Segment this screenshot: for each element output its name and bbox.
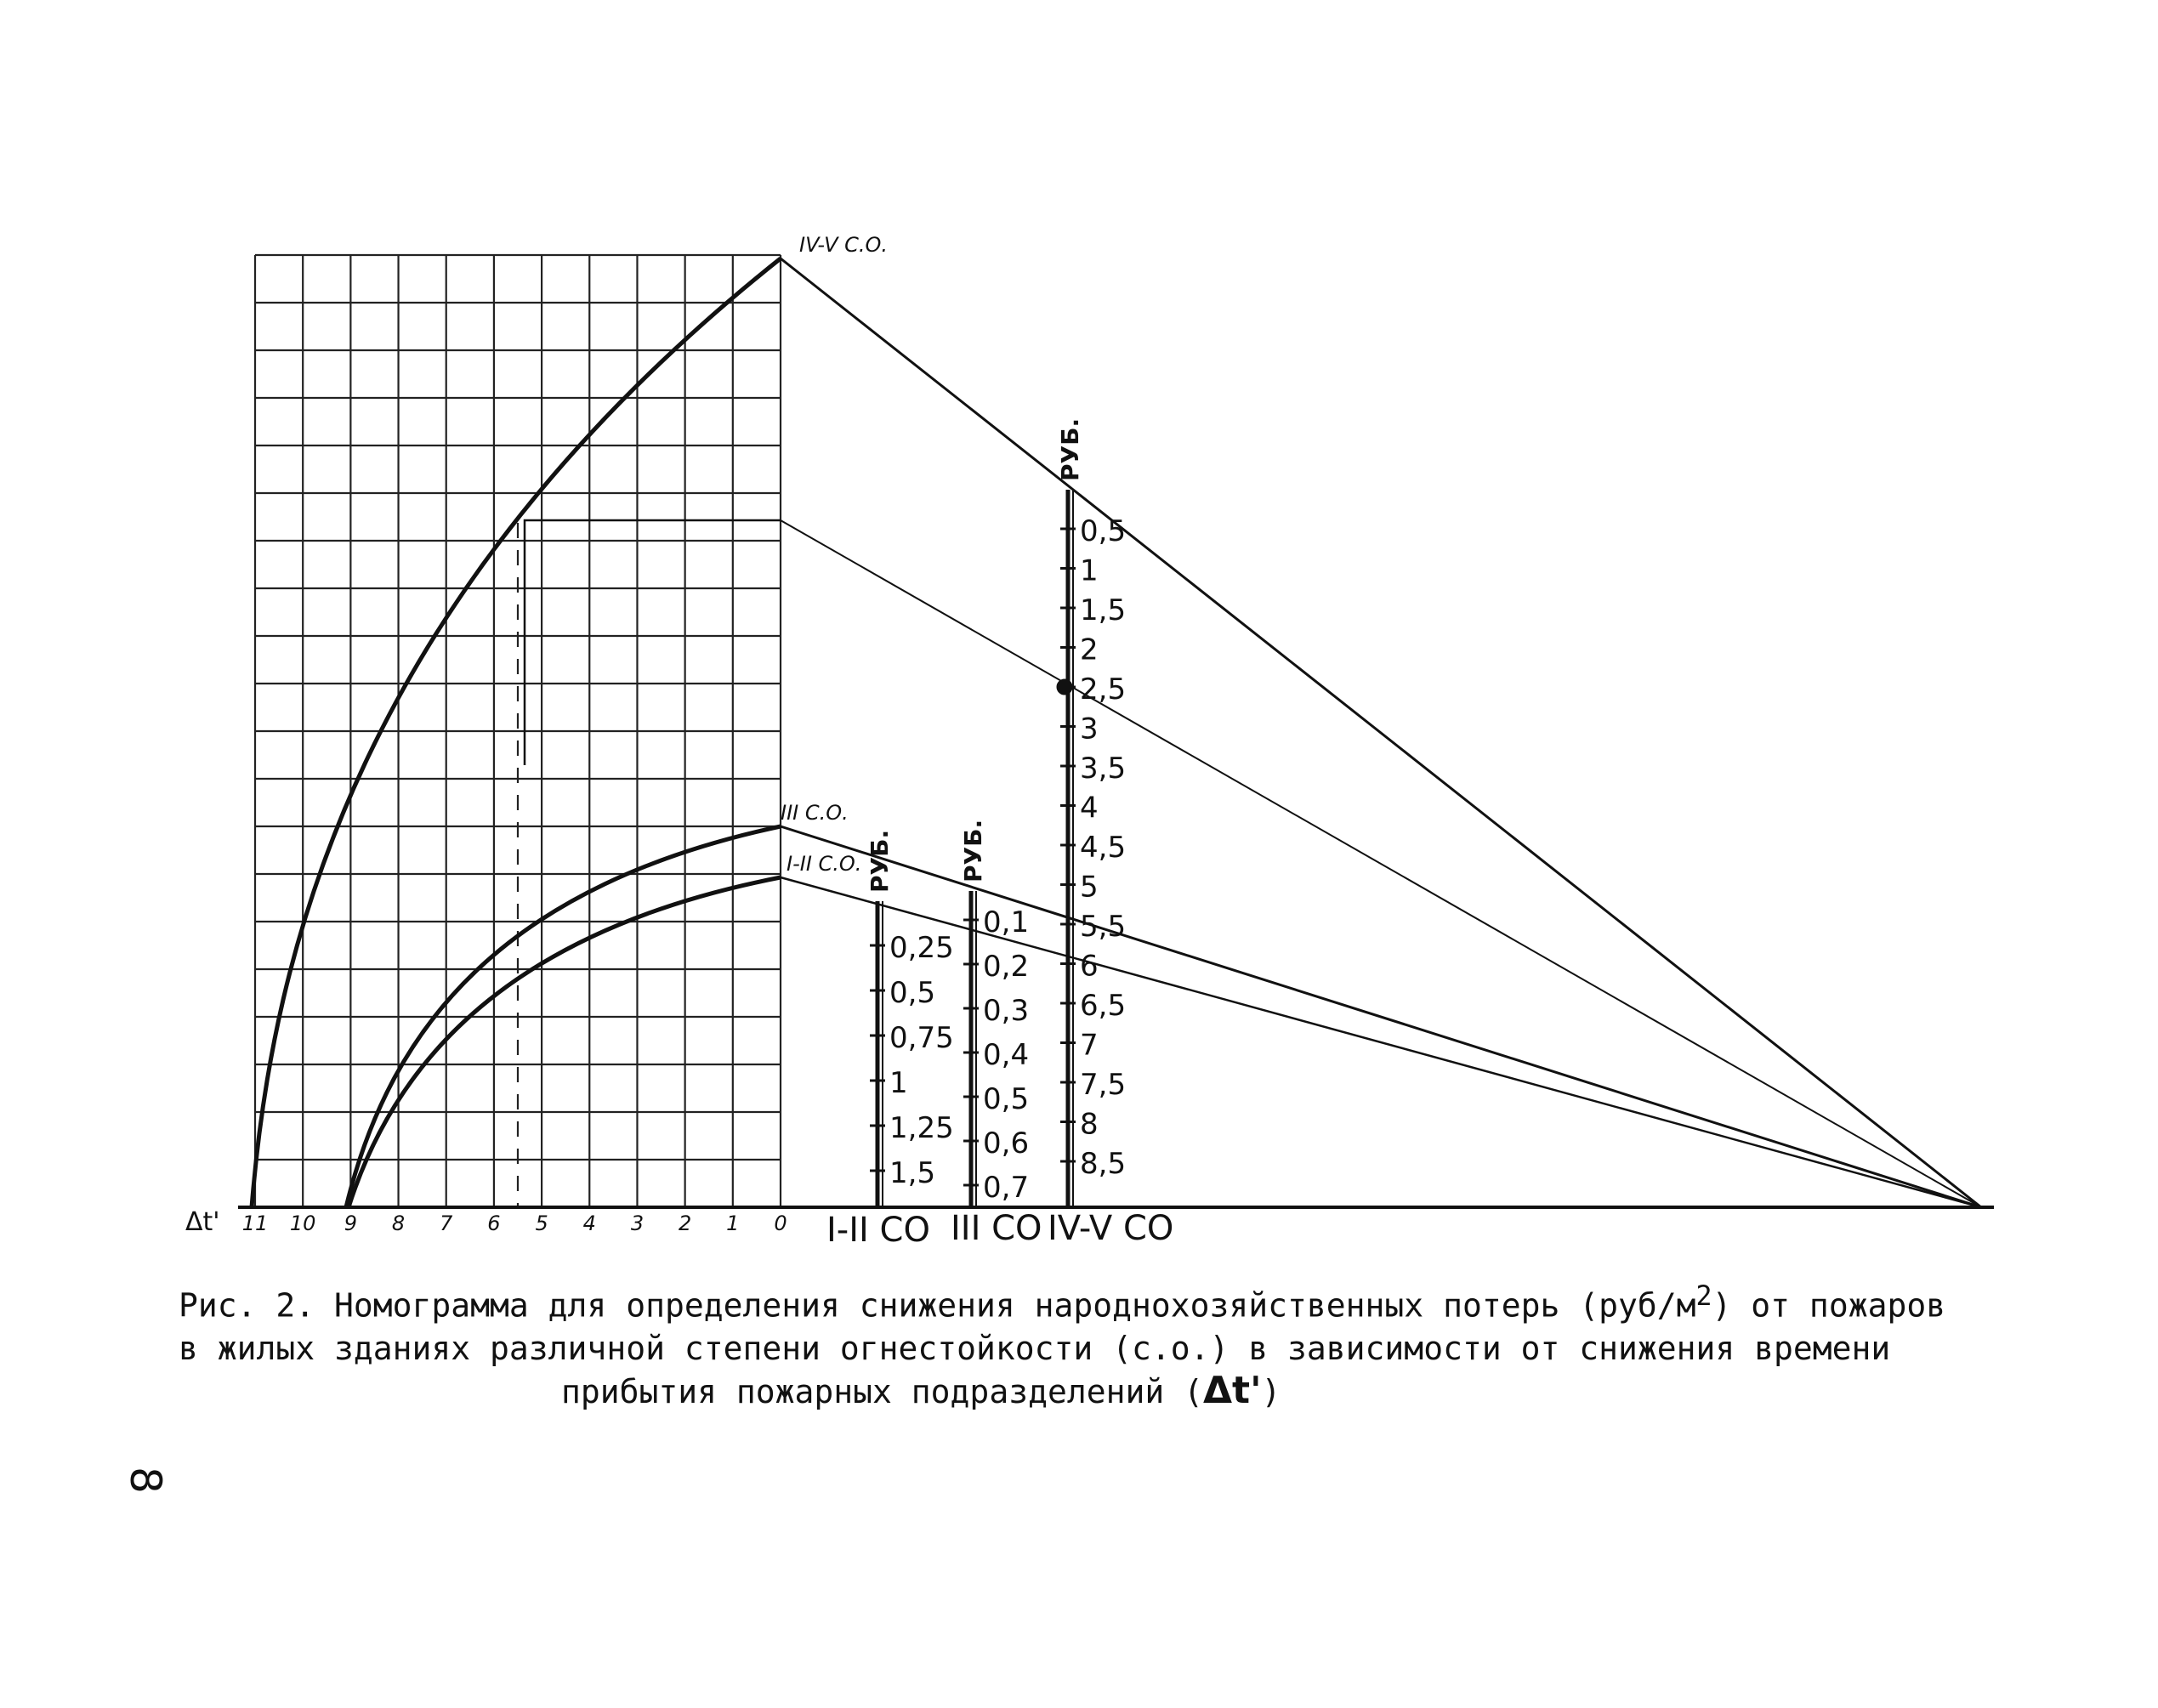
scale-iv_v-tick-label: 6,5 [1080,989,1127,1023]
grid [255,255,781,1207]
value-scales [866,418,1126,1207]
caption-line-3 [179,1370,2007,1413]
scale-iii-tick-label: 0,6 [983,1126,1030,1160]
axis-tick-label: 10 [289,1211,316,1235]
axis-tick-label: 9 [344,1211,358,1235]
example-reading-path [525,520,781,765]
axis-tick-label: 4 [582,1211,596,1235]
curve-i-ii [349,877,781,1207]
delta-t-symbol: Δt' [1202,1368,1262,1412]
scale-i_ii-tick-label: 1,25 [889,1111,954,1145]
scale-iv_v-unit: РУБ. [1056,417,1084,481]
scale-iv_v-tick-label: 2,5 [1080,672,1127,706]
scale-iv_v-tick-label: 2 [1080,633,1099,667]
scale-iv_v-tick-label: 5,5 [1080,910,1127,944]
axis-tick-label: 1 [726,1211,740,1235]
caption-line-3-text: прибытия пожарных подразделений ( [561,1372,1203,1410]
caption-line-3-end: ) [1261,1372,1281,1410]
ray-iv-v [781,258,1981,1207]
axis-tick-label: 8 [391,1211,406,1235]
curve-label-iii: III С.О. [781,801,849,825]
scale-iii-tick-label: 0,4 [983,1038,1030,1072]
scale-iii-tick-label: 0,3 [983,994,1030,1028]
curve-label-iv-v: IV-V С.О. [799,233,889,257]
scale-iv_v-tick-label: 4 [1080,791,1099,826]
scale-iii-tick-label: 0,7 [983,1171,1030,1205]
caption-line-1 [179,1275,2007,1327]
figure-caption [179,1275,2007,1413]
axis-tick-label: 3 [630,1211,645,1235]
scale-iv_v-tick-label: 0,5 [1080,514,1127,548]
scale-iii [959,820,1029,1207]
axis-tick-label: 7 [440,1211,453,1235]
scale-iii-unit: РУБ. [959,819,987,882]
scale-iii-tick-label: 0,1 [983,905,1030,939]
scale-iv_v-tick-label: 3,5 [1080,752,1127,786]
ray-i-ii [781,877,1981,1207]
axis-tick-label: 0 [774,1211,787,1235]
scale-i_ii-tick-label: 0,75 [889,1021,954,1055]
scale-footer-iv-v: IV-V СО [1048,1209,1174,1248]
scale-i_ii-tick-label: 1 [889,1066,908,1100]
caption-line-1-end: ) от пожаров [1712,1286,1946,1325]
caption-line-1-text: Рис. 2. Номограмма для определения снижения народнохозяйственных потерь (руб/м [179,1286,1696,1325]
axis-tick-label: 2 [678,1211,692,1235]
scale-iv_v-tick-label: 4,5 [1080,831,1127,865]
curve-label-i-ii: I-II С.О. [787,852,862,876]
scale-iv_v-tick-label: 1,5 [1080,593,1127,627]
scale-footer-iii: III СО [951,1209,1042,1248]
axis-tick-label: 11 [241,1211,269,1235]
scale-i_ii-tick-label: 1,5 [889,1156,936,1190]
scale-iv_v-tick-label: 3 [1080,712,1099,746]
axis-tick-label: 6 [487,1211,501,1235]
scale-iv_v-tick-label: 7 [1080,1028,1099,1063]
page-number: 8 [120,1467,170,1494]
delta-t-axis-label: Δt' [185,1207,220,1237]
ray-iii [781,826,1981,1207]
scale-footer-i-ii: I-II СО [826,1211,930,1250]
scale-iv_v-tick-label: 6 [1080,949,1099,984]
scale-i_ii-tick-label: 0,25 [889,931,954,965]
caption-line-2: в жилых зданиях различной степени огнестойкости (с.о.) в зависимости от снижения времени [179,1329,1891,1367]
scale-i_ii [866,830,954,1207]
scale-iv_v-tick-label: 8,5 [1080,1147,1127,1181]
scale-iii-tick-label: 0,2 [983,950,1030,984]
axis-tick-label: 5 [535,1211,548,1235]
caption-superscript: 2 [1695,1281,1712,1312]
scale-iv_v-tick-label: 1 [1080,553,1099,588]
scale-iv_v-tick-label: 8 [1080,1107,1099,1142]
scale-iii-tick-label: 0,5 [983,1082,1030,1116]
scale-iv_v [1056,418,1126,1207]
scale-iv_v-tick-label: 5 [1080,870,1099,905]
scale-i_ii-tick-label: 0,5 [889,976,936,1010]
scale-i_ii-unit: РУБ. [866,829,894,893]
scale-iv_v-tick-label: 7,5 [1080,1068,1127,1102]
